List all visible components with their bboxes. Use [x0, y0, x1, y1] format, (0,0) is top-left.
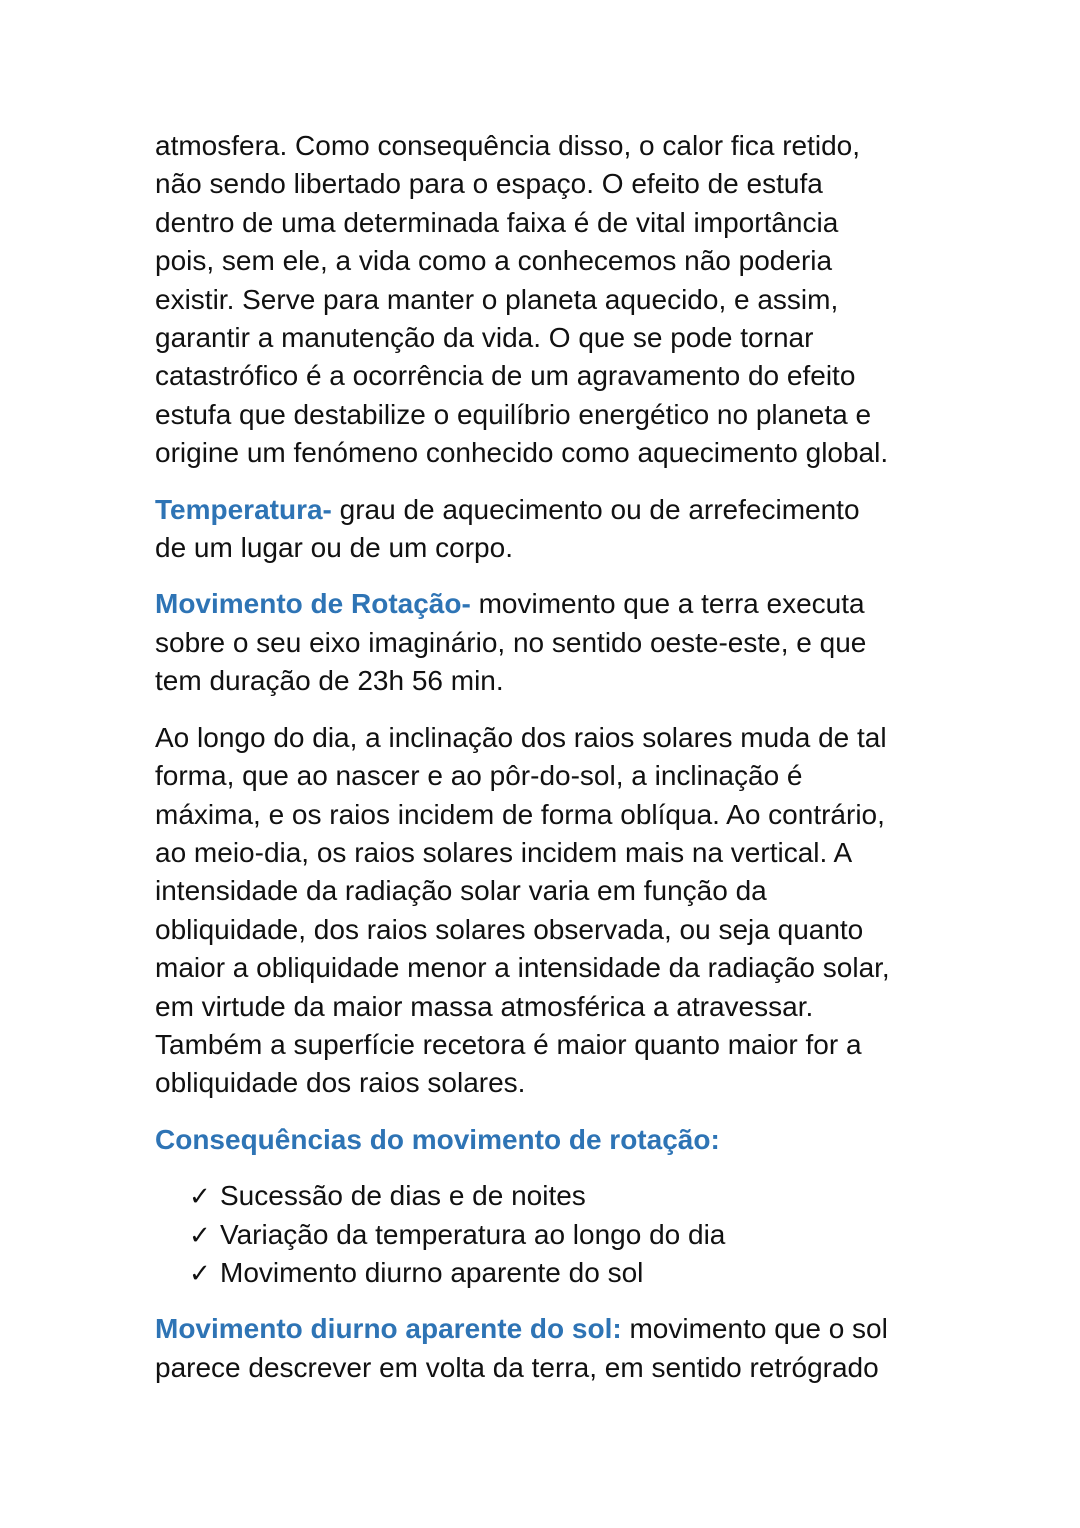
text-line: não sendo libertado para o espaço. O efeito de estufa	[155, 168, 823, 200]
text-line: parece descrever em volta da terra, em sentido retrógrado	[155, 1351, 879, 1383]
document-page	[155, 127, 935, 1405]
list-item	[189, 1177, 935, 1215]
checkmark-icon: ✓	[189, 1219, 211, 1250]
text-line: sobre o seu eixo imaginário, no sentido oeste-este, e que	[155, 626, 867, 658]
list-item	[189, 1216, 935, 1254]
text-line: de um lugar ou de um corpo.	[155, 532, 513, 564]
text-line: pois, sem ele, a vida como a conhecemos não poderia	[155, 245, 833, 277]
text-line: estufa que destabilize o equilíbrio energético no planeta e	[155, 398, 872, 430]
text-line: atmosfera. Como consequência disso, o calor fica retido,	[155, 130, 861, 161]
text-line: catastrófico é a ocorrência de um agravamento do efeito	[155, 360, 856, 392]
rotacao-definition	[155, 585, 935, 700]
greenhouse-effect-paragraph	[155, 127, 935, 473]
list-item-text: Movimento diurno aparente do sol	[220, 1256, 644, 1288]
text-line: Também a superfície recetora é maior quanto maior for a	[155, 1028, 862, 1060]
definition-text: movimento que a terra executa	[470, 588, 865, 620]
definition-term: Movimento de Rotação-	[155, 588, 471, 620]
solar-inclination-paragraph	[155, 719, 935, 1103]
text-line	[155, 1310, 935, 1348]
consequences-heading: Consequências do movimento de rotação:	[155, 1123, 720, 1155]
text-line: forma, que ao nascer e ao pôr-do-sol, a inclinação é	[155, 760, 803, 792]
text-line: intensidade da radiação solar varia em função da	[155, 875, 767, 907]
text-line	[155, 585, 935, 623]
checkmark-icon: ✓	[189, 1257, 211, 1288]
consequences-list	[155, 1177, 935, 1292]
text-line: existir. Serve para manter o planeta aquecido, e assim,	[155, 283, 839, 315]
definition-text: grau de aquecimento ou de arrefecimento	[331, 493, 860, 525]
temperatura-definition	[155, 491, 935, 568]
list-item-text: Sucessão de dias e de noites	[220, 1180, 586, 1212]
text-line: tem duração de 23h 56 min.	[155, 665, 504, 697]
text-line: obliquidade, dos raios solares observada, ou seja quanto	[155, 913, 864, 945]
list-item-text: Variação da temperatura ao longo do dia	[220, 1218, 726, 1250]
text-line: máxima, e os raios incidem de forma oblíqua. Ao contrário,	[155, 798, 885, 830]
text-line: origine um fenómeno conhecido como aquecimento global.	[155, 437, 889, 469]
text-line	[155, 491, 935, 529]
text-line: Ao longo do dia, a inclinação dos raios solares muda de tal	[155, 721, 887, 753]
definition-term: Movimento diurno aparente do sol:	[155, 1313, 622, 1345]
list-item	[189, 1254, 935, 1292]
text-line: maior a obliquidade menor a intensidade da radiação solar,	[155, 952, 890, 984]
text-line: dentro de uma determinada faixa é de vital importância	[155, 206, 839, 238]
diurnal-motion-definition	[155, 1310, 935, 1387]
text-line: garantir a manutenção da vida. O que se pode tornar	[155, 322, 814, 354]
checkmark-icon: ✓	[189, 1181, 211, 1212]
definition-term: Temperatura-	[155, 493, 332, 525]
text-line: ao meio-dia, os raios solares incidem mais na vertical. A	[155, 836, 853, 868]
text-line: em virtude da maior massa atmosférica a atravessar.	[155, 990, 814, 1022]
definition-text: movimento que o sol	[621, 1313, 888, 1345]
text-line: obliquidade dos raios solares.	[155, 1067, 526, 1099]
